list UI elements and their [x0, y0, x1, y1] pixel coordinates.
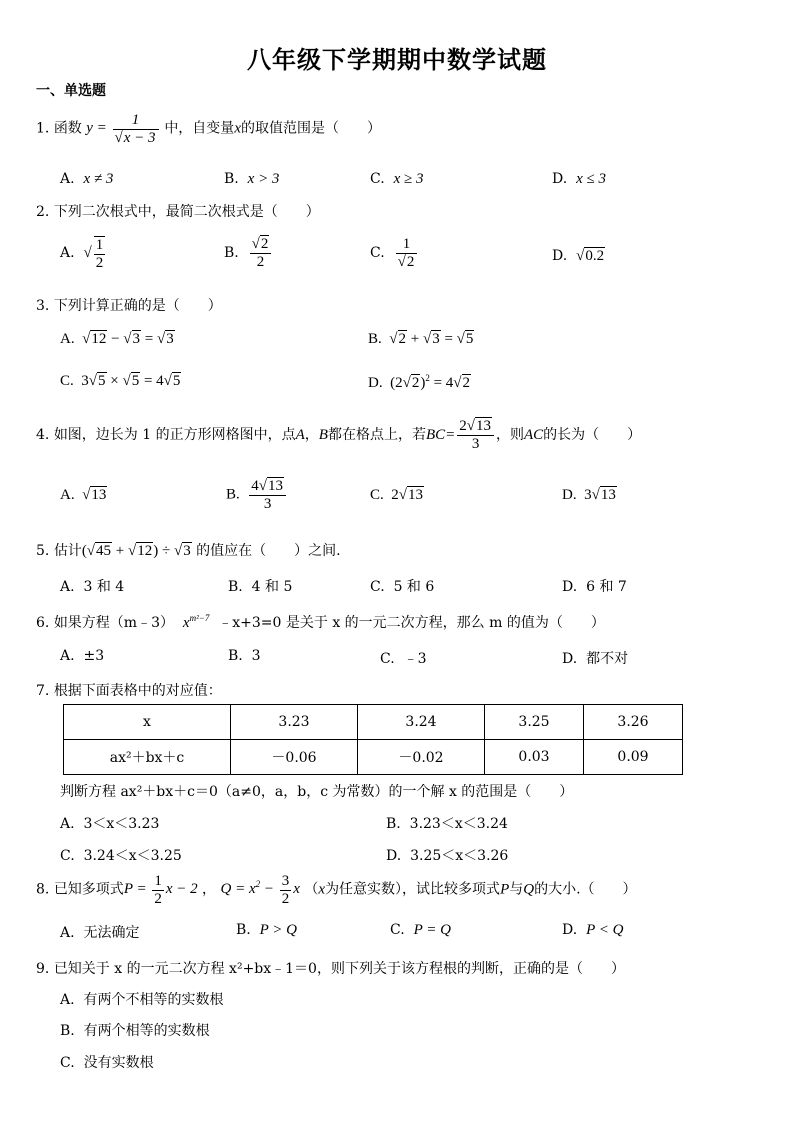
- polynomial-p: P = $\frac{1}{2}$ x − 2: [123, 873, 198, 907]
- option-a[interactable]: A. √12 − √3 = √3: [60, 331, 174, 347]
- table-cell: －0.02: [358, 740, 485, 775]
- option-d[interactable]: D. 3√13: [562, 487, 616, 503]
- question-number: 1.: [36, 120, 50, 137]
- option-d[interactable]: D. $(2√2)^2 = 4√2$: [368, 373, 471, 391]
- page-title: 八年级下学期期中数学试题: [247, 46, 547, 74]
- question-text: 为任意实数），试比较多项式: [325, 881, 501, 898]
- option-c[interactable]: C. 2√13: [370, 487, 423, 503]
- question-number: 4.: [36, 427, 50, 443]
- question-number: 5.: [36, 543, 50, 559]
- table-cell: 0.03: [485, 740, 584, 775]
- option-a[interactable]: A. ±3: [60, 648, 105, 664]
- option-b[interactable]: B. 4 和 5: [228, 579, 293, 595]
- question-text: 的取值范围是（ ）: [240, 120, 381, 137]
- option-d[interactable]: D. √0.2: [552, 248, 605, 264]
- question-text: 都在格点上，若: [327, 427, 426, 443]
- variable: x: [234, 120, 241, 137]
- table-row: [64, 705, 683, 740]
- table-row: [64, 740, 683, 775]
- option-d[interactable]: D. 6 和 7: [562, 579, 627, 595]
- table-cell: 0.09: [584, 740, 683, 775]
- table-cell: ax²＋bx＋c: [64, 740, 231, 775]
- option-c[interactable]: C. ﹣3: [380, 651, 427, 667]
- option-b[interactable]: B. 有两个相等的实数根: [60, 1023, 210, 1039]
- question-1: [36, 112, 381, 146]
- question-5: [36, 540, 341, 560]
- math-expression: (√45 + √12) ÷ √3: [81, 543, 191, 559]
- question-text: ﹣x+3=0 是关于 x 的一元二次方程，那么 m 的值为（ ）: [218, 615, 605, 631]
- question-6: [36, 612, 605, 632]
- question-number: 6.: [36, 615, 50, 631]
- question-text: 与: [509, 881, 524, 898]
- option-c[interactable]: C. 5 和 6: [370, 579, 435, 595]
- segment-ac: AC: [524, 427, 544, 443]
- question-7: [36, 680, 222, 700]
- option-b[interactable]: B. P > Q: [236, 922, 298, 938]
- table-cell: 3.24: [358, 705, 485, 740]
- question-text: 函数: [53, 120, 82, 137]
- option-b[interactable]: B. $\frac{4√13}{3}$: [226, 478, 288, 512]
- question-text: 的值应在（ ）之间.: [196, 543, 341, 559]
- option-a[interactable]: A. 有两个不相等的实数根: [60, 992, 224, 1008]
- question-3: [36, 295, 222, 315]
- question-number: 9.: [36, 961, 50, 977]
- table-cell: 3.23: [231, 705, 358, 740]
- section-heading: 一、单选题: [36, 83, 106, 99]
- question-text: 的长为（ ）: [543, 427, 642, 443]
- option-a[interactable]: A. x ≠ 3: [60, 171, 114, 187]
- option-b[interactable]: B. $\frac{√2}{2}$: [224, 236, 273, 270]
- question-8: 8. 已知多项式P = $\frac{1}{2}$ x − 2 ， $Q = x^2$ − $\frac{3}{2}$ x （x为任意实数），试比较多项式P与Q的大小.（ ）: [36, 873, 637, 907]
- option-d[interactable]: D. 3.25＜x＜3.26: [386, 848, 509, 864]
- option-d[interactable]: D. P < Q: [562, 922, 624, 938]
- option-a[interactable]: A. √ $\frac{1}{2}$: [60, 237, 104, 271]
- option-b[interactable]: B. 3: [228, 648, 261, 664]
- table-cell: 3.26: [584, 705, 683, 740]
- table-cell: x: [64, 705, 231, 740]
- question-text: 如果方程（m﹣3）: [53, 615, 174, 631]
- option-d[interactable]: D. 都不对: [562, 651, 629, 667]
- segment-bc: BC=: [425, 427, 456, 443]
- option-c[interactable]: C. 3.24＜x＜3.25: [60, 848, 182, 864]
- question-4: [36, 418, 641, 452]
- question-text: 根据下面表格中的对应值：: [53, 683, 222, 699]
- question-number: 2.: [36, 204, 50, 220]
- question-text: 中，自变量: [164, 120, 235, 137]
- question-text: 已知多项式: [53, 881, 124, 898]
- option-b[interactable]: B. x > 3: [224, 171, 280, 187]
- polynomial-q: $Q = x^2$ − $\frac{3}{2}$ x: [220, 873, 300, 907]
- option-c[interactable]: C. 3√5 × √5 = 4√5: [60, 373, 181, 389]
- option-b[interactable]: B. 3.23＜x＜3.24: [386, 816, 508, 832]
- option-c[interactable]: C. $\frac{1}{√2}$: [370, 236, 419, 270]
- option-c[interactable]: C. x ≥ 3: [370, 171, 424, 187]
- question-text: 下列二次根式中，最简二次根式是（ ）: [53, 204, 320, 220]
- variable: P: [500, 881, 510, 898]
- question-text: 已知关于 x 的一元二次方程 x²+bx﹣1＝0，则下列关于该方程根的判断，正确的是（ ）: [53, 961, 625, 977]
- table-cell: －0.06: [231, 740, 358, 775]
- question-number: 8.: [36, 881, 50, 898]
- question-text: （: [304, 881, 319, 898]
- variable: x: [318, 881, 326, 898]
- math-expression: $x^{m^2-7}$: [182, 613, 210, 631]
- question-text: 的大小.（ ）: [534, 881, 637, 898]
- option-c[interactable]: C. P = Q: [390, 922, 451, 938]
- table-cell: 3.25: [485, 705, 584, 740]
- question-2: [36, 201, 320, 221]
- option-c[interactable]: C. 没有实数根: [60, 1055, 154, 1071]
- question-number: 7.: [36, 683, 50, 699]
- math-expression: y = $\frac{1}{√x - 3}$: [86, 120, 164, 136]
- question-text: 判断方程 ax²＋bx＋c＝0（a≠0，a，b，c 为常数）的一个解 x 的范围是（ ）: [60, 784, 574, 800]
- option-a[interactable]: A. 3 和 4: [60, 579, 125, 595]
- question-text: ，则: [496, 427, 524, 443]
- question-9: [36, 958, 625, 978]
- question-text: 如图，边长为 1 的正方形网格图中，点: [53, 427, 296, 443]
- variable: Q: [523, 881, 535, 898]
- question-text: ，: [304, 427, 319, 443]
- option-d[interactable]: D. x ≤ 3: [552, 171, 606, 187]
- question-text: 估计: [53, 543, 82, 559]
- option-b[interactable]: B. √2 + √3 = √5: [368, 331, 474, 347]
- option-a[interactable]: A. √13: [60, 487, 107, 503]
- option-a[interactable]: A. 无法确定: [60, 925, 140, 941]
- value-table: [63, 704, 683, 775]
- point-a: A: [295, 427, 305, 443]
- question-text: 下列计算正确的是（ ）: [53, 298, 222, 314]
- point-b: B: [318, 427, 328, 443]
- math-expression: $\frac{2√13}{3}$: [457, 418, 494, 452]
- question-number: 3.: [36, 298, 50, 314]
- option-a[interactable]: A. 3＜x＜3.23: [60, 816, 160, 832]
